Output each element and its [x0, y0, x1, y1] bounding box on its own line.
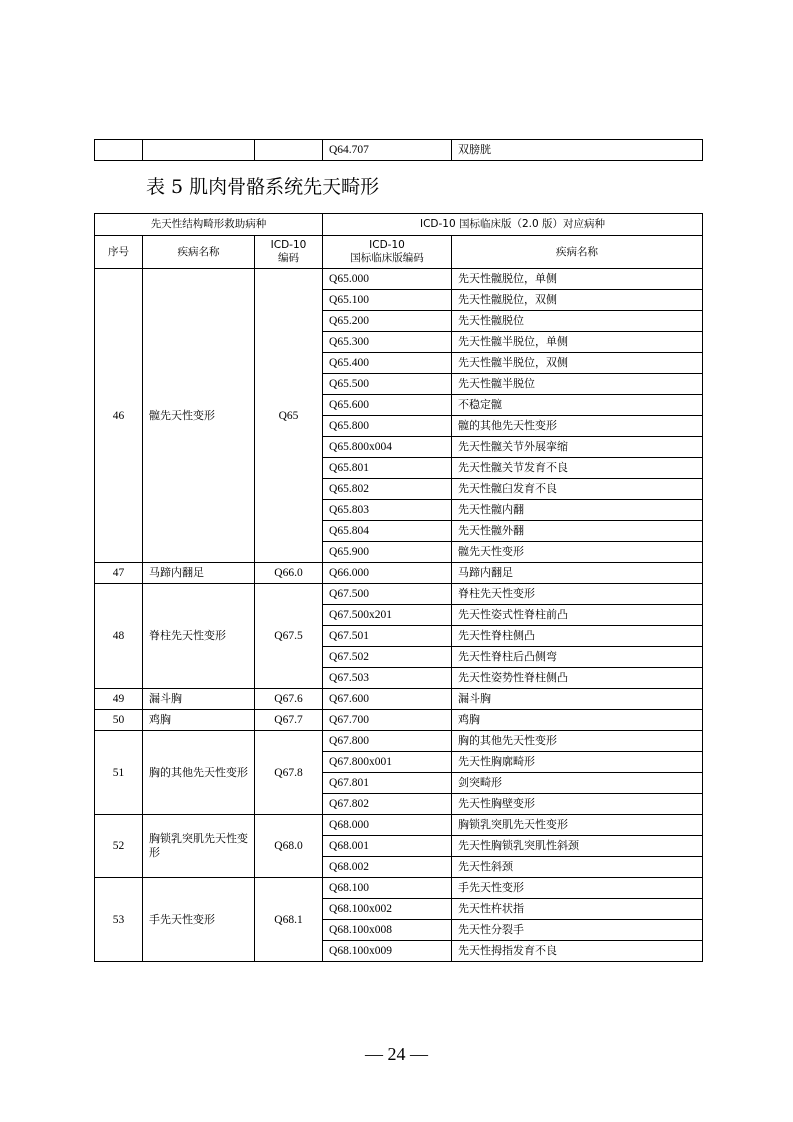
cell-gb-code: Q65.801 [323, 458, 452, 479]
cell-gb-name: 髋先天性变形 [452, 542, 703, 563]
header-gb-code [323, 236, 452, 269]
cell-gb-name: 先天性髋关节发育不良 [452, 458, 703, 479]
cell-icd: Q67.5 [255, 584, 323, 689]
cell-gb-name: 马蹄内翻足 [452, 563, 703, 584]
cell-gb-code: Q67.600 [323, 689, 452, 710]
header-group-row [95, 214, 703, 236]
cell-gb-code: Q65.600 [323, 395, 452, 416]
table-row [95, 731, 703, 752]
cell-gb-name: 胸锁乳突肌先天性变形 [452, 815, 703, 836]
table-row [95, 269, 703, 290]
cell-gb-code: Q68.000 [323, 815, 452, 836]
header-icd-line1: ICD-10 [270, 239, 307, 251]
cell-gb-name: 先天性分裂手 [452, 920, 703, 941]
cell-no [95, 140, 143, 161]
cell-gb-name: 先天性髋脱位 [452, 311, 703, 332]
cell-no: 50 [95, 710, 143, 731]
header-disease: 疾病名称 [143, 236, 255, 269]
cell-gb-code: Q67.500 [323, 584, 452, 605]
cell-gb-code: Q68.100x008 [323, 920, 452, 941]
previous-table-continuation [94, 139, 703, 161]
cell-gb-name: 先天性胸壁变形 [452, 794, 703, 815]
cell-icd: Q67.8 [255, 731, 323, 815]
cell-gb-code: Q67.502 [323, 647, 452, 668]
cell-gb-name: 先天性髋外翻 [452, 521, 703, 542]
cell-gb-name: 先天性斜颈 [452, 857, 703, 878]
cell-no: 53 [95, 878, 143, 962]
cell-gb-name: 先天性髋脱位，双侧 [452, 290, 703, 311]
cell-disease: 脊柱先天性变形 [143, 584, 255, 689]
cell-gb-code: Q67.501 [323, 626, 452, 647]
cell-gb-code: Q68.002 [323, 857, 452, 878]
cell-gb-name: 鸡胸 [452, 710, 703, 731]
cell-gb-code: Q65.800 [323, 416, 452, 437]
table-row [95, 689, 703, 710]
cell-disease: 髋先天性变形 [143, 269, 255, 563]
cell-gb-name: 先天性姿式性脊柱前凸 [452, 605, 703, 626]
cell-icd: Q67.6 [255, 689, 323, 710]
cell-gb-name: 先天性髋半脱位，双侧 [452, 353, 703, 374]
cell-gb-code: Q65.800x004 [323, 437, 452, 458]
cell-icd: Q68.0 [255, 815, 323, 878]
cell-gb-code: Q68.100x009 [323, 941, 452, 962]
header-gb-code-line2: 国标临床版编码 [350, 252, 424, 264]
header-group-right: ICD-10 国标临床版（2.0 版）对应病种 [323, 214, 703, 236]
cell-gb-code: Q67.700 [323, 710, 452, 731]
table-body [95, 269, 703, 962]
table-row [95, 878, 703, 899]
cell-gb-name: 先天性姿势性脊柱侧凸 [452, 668, 703, 689]
cell-gb-name: 先天性胸锁乳突肌性斜颈 [452, 836, 703, 857]
cell-gb-name: 脊柱先天性变形 [452, 584, 703, 605]
cell-no: 51 [95, 731, 143, 815]
header-row [95, 236, 703, 269]
cell-gb-name: 先天性脊柱后凸侧弯 [452, 647, 703, 668]
page-number: — 24 — [365, 1044, 428, 1064]
cell-gb-code: Q67.800x001 [323, 752, 452, 773]
header-gb-name: 疾病名称 [452, 236, 703, 269]
cell-no: 47 [95, 563, 143, 584]
cell-icd [255, 140, 323, 161]
cell-gb-code: Q65.804 [323, 521, 452, 542]
cell-icd: Q68.1 [255, 878, 323, 962]
cell-gb-name: 先天性髋关节外展挛缩 [452, 437, 703, 458]
cell-gb-code: Q66.000 [323, 563, 452, 584]
header-group-left: 先天性结构畸形救助病种 [95, 214, 323, 236]
cell-gb-name: 先天性拇指发育不良 [452, 941, 703, 962]
cell-gb-name: 先天性髋半脱位 [452, 374, 703, 395]
cell-gb-name: 手先天性变形 [452, 878, 703, 899]
cell-gb-code: Q67.500x201 [323, 605, 452, 626]
table-row [95, 563, 703, 584]
cell-gb-name: 剑突畸形 [452, 773, 703, 794]
cell-no: 49 [95, 689, 143, 710]
table-row [95, 584, 703, 605]
header-gb-code-line1: ICD-10 [369, 239, 405, 251]
cell-gb-code: Q65.200 [323, 311, 452, 332]
cell-gb-name: 胸的其他先天性变形 [452, 731, 703, 752]
cell-gb-code: Q65.300 [323, 332, 452, 353]
cell-gb-code: Q65.400 [323, 353, 452, 374]
cell-gb-code: Q67.801 [323, 773, 452, 794]
cell-gb-name: 先天性髋脱位，单侧 [452, 269, 703, 290]
cell-gb-code: Q68.001 [323, 836, 452, 857]
table-row [95, 815, 703, 836]
cell-disease: 胸锁乳突肌先天性变形 [143, 815, 255, 878]
cell-gb-name: 先天性脊柱侧凸 [452, 626, 703, 647]
cell-gb-code: Q68.100x002 [323, 899, 452, 920]
cell-gb-name: 双膀胱 [452, 140, 703, 161]
cell-icd: Q66.0 [255, 563, 323, 584]
cell-gb-name: 先天性胸廓畸形 [452, 752, 703, 773]
cell-gb-code: Q67.800 [323, 731, 452, 752]
cell-gb-code: Q67.503 [323, 668, 452, 689]
cell-icd: Q65 [255, 269, 323, 563]
cell-icd: Q67.7 [255, 710, 323, 731]
table-row [95, 710, 703, 731]
header-icd-line2: 编码 [278, 252, 299, 264]
cell-gb-name: 漏斗胸 [452, 689, 703, 710]
cell-gb-code: Q65.802 [323, 479, 452, 500]
cell-no: 46 [95, 269, 143, 563]
cell-gb-name: 髋的其他先天性变形 [452, 416, 703, 437]
cell-gb-code: Q65.100 [323, 290, 452, 311]
cell-gb-code: Q67.802 [323, 794, 452, 815]
disease-table [94, 213, 703, 962]
cell-gb-name: 先天性髋内翻 [452, 500, 703, 521]
cell-disease [143, 140, 255, 161]
cell-gb-code: Q65.803 [323, 500, 452, 521]
cell-disease: 马蹄内翻足 [143, 563, 255, 584]
cell-disease: 鸡胸 [143, 710, 255, 731]
cell-gb-name: 先天性髋半脱位，单侧 [452, 332, 703, 353]
table-title: 表 5 肌肉骨骼系统先天畸形 [146, 176, 380, 198]
header-icd [255, 236, 323, 269]
cell-gb-code: Q65.900 [323, 542, 452, 563]
cell-disease: 手先天性变形 [143, 878, 255, 962]
cell-gb-name: 先天性髋臼发育不良 [452, 479, 703, 500]
cell-no: 52 [95, 815, 143, 878]
cell-gb-code: Q65.000 [323, 269, 452, 290]
cell-gb-code: Q65.500 [323, 374, 452, 395]
header-no: 序号 [95, 236, 143, 269]
cell-disease: 胸的其他先天性变形 [143, 731, 255, 815]
table-row [95, 140, 703, 161]
cell-no: 48 [95, 584, 143, 689]
cell-gb-code: Q64.707 [323, 140, 452, 161]
cell-gb-name: 先天性杵状指 [452, 899, 703, 920]
cell-disease: 漏斗胸 [143, 689, 255, 710]
cell-gb-code: Q68.100 [323, 878, 452, 899]
cell-gb-name: 不稳定髋 [452, 395, 703, 416]
